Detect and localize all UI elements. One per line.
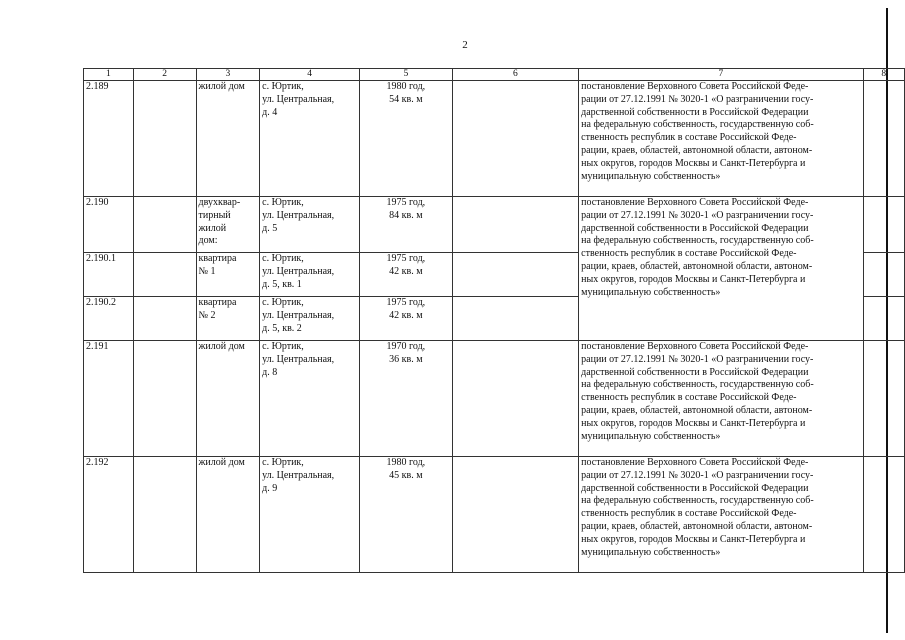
cell-col2	[133, 297, 196, 341]
cell-col2	[133, 197, 196, 253]
object-address: с. Юртик, ул. Центральная, д. 5, кв. 1	[260, 253, 360, 297]
legal-basis: постановление Верховного Совета Российской Феде- рации от 27.12.1991 № 3020-1 «О разграничении госу- дарственной собственности в Российской Федерации на федеральную собственность, государственную соб- ственность республик в составе Российской Феде- рации, краев, областей, автономной области, автоном- ных округов, городов Москвы и Санкт-Петербурга и муниципальную собственность»	[579, 81, 863, 197]
year-area: 1975 год, 42 кв. м	[360, 297, 453, 341]
row-number: 2.191	[84, 341, 134, 457]
cell-col6	[452, 81, 579, 197]
object-type: жилой дом	[196, 457, 260, 573]
column-header: 5	[360, 69, 453, 81]
column-header: 2	[133, 69, 196, 81]
column-header: 4	[260, 69, 360, 81]
row-number: 2.190.2	[84, 297, 134, 341]
cell-col2	[133, 81, 196, 197]
column-header: 1	[84, 69, 134, 81]
table-row	[84, 457, 905, 573]
object-type: жилой дом	[196, 81, 260, 197]
row-number: 2.192	[84, 457, 134, 573]
column-header: 7	[579, 69, 863, 81]
table-row	[84, 341, 905, 457]
cell-col6	[452, 341, 579, 457]
year-area: 1975 год, 42 кв. м	[360, 253, 453, 297]
cell-col8	[863, 253, 905, 297]
object-address: с. Юртик, ул. Центральная, д. 9	[260, 457, 360, 573]
cell-col8	[863, 341, 905, 457]
cell-col6	[452, 297, 579, 341]
object-address: с. Юртик, ул. Центральная, д. 8	[260, 341, 360, 457]
table-row	[84, 81, 905, 197]
object-address: с. Юртик, ул. Центральная, д. 5, кв. 2	[260, 297, 360, 341]
legal-basis: постановление Верховного Совета Российской Феде- рации от 27.12.1991 № 3020-1 «О разграничении госу- дарственной собственности в Российской Федерации на федеральную собственность, государственную соб- ственность республик в составе Российской Феде- рации, краев, областей, автономной области, автоном- ных округов, городов Москвы и Санкт-Петербурга и муниципальную собственность»	[579, 457, 863, 573]
year-area: 1980 год, 54 кв. м	[360, 81, 453, 197]
legal-basis: постановление Верховного Совета Российской Феде- рации от 27.12.1991 № 3020-1 «О разграничении госу- дарственной собственности в Российской Федерации на федеральную собственность, государственную соб- ственность республик в составе Российской Феде- рации, краев, областей, автономной области, автоном- ных округов, городов Москвы и Санкт-Петербурга и муниципальную собственность»	[579, 197, 863, 341]
legal-basis: постановление Верховного Совета Российской Феде- рации от 27.12.1991 № 3020-1 «О разграничении госу- дарственной собственности в Российской Федерации на федеральную собственность, государственную соб- ственность республик в составе Российской Феде- рации, краев, областей, автономной области, автоном- ных округов, городов Москвы и Санкт-Петербурга и муниципальную собственность»	[579, 341, 863, 457]
year-area: 1975 год, 84 кв. м	[360, 197, 453, 253]
row-number: 2.189	[84, 81, 134, 197]
column-header: 6	[452, 69, 579, 81]
cell-col6	[452, 253, 579, 297]
column-number-row	[84, 69, 905, 81]
cell-col2	[133, 253, 196, 297]
year-area: 1970 год, 36 кв. м	[360, 341, 453, 457]
object-address: с. Юртик, ул. Центральная, д. 5	[260, 197, 360, 253]
cell-col8	[863, 197, 905, 253]
cell-col2	[133, 457, 196, 573]
column-header: 3	[196, 69, 260, 81]
object-type: жилой дом	[196, 341, 260, 457]
year-area: 1980 год, 45 кв. м	[360, 457, 453, 573]
row-number: 2.190	[84, 197, 134, 253]
cell-col6	[452, 197, 579, 253]
property-register-table	[83, 68, 905, 573]
cell-col6	[452, 457, 579, 573]
cell-col2	[133, 341, 196, 457]
table-row	[84, 197, 905, 253]
page-number: 2	[462, 39, 468, 51]
cell-col8	[863, 81, 905, 197]
object-type: двухквар- тирный жилой дом:	[196, 197, 260, 253]
row-number: 2.190.1	[84, 253, 134, 297]
object-address: с. Юртик, ул. Центральная, д. 4	[260, 81, 360, 197]
object-type: квартира № 1	[196, 253, 260, 297]
object-type: квартира № 2	[196, 297, 260, 341]
cell-col8	[863, 297, 905, 341]
cell-col8	[863, 457, 905, 573]
column-header: 8	[863, 69, 905, 81]
